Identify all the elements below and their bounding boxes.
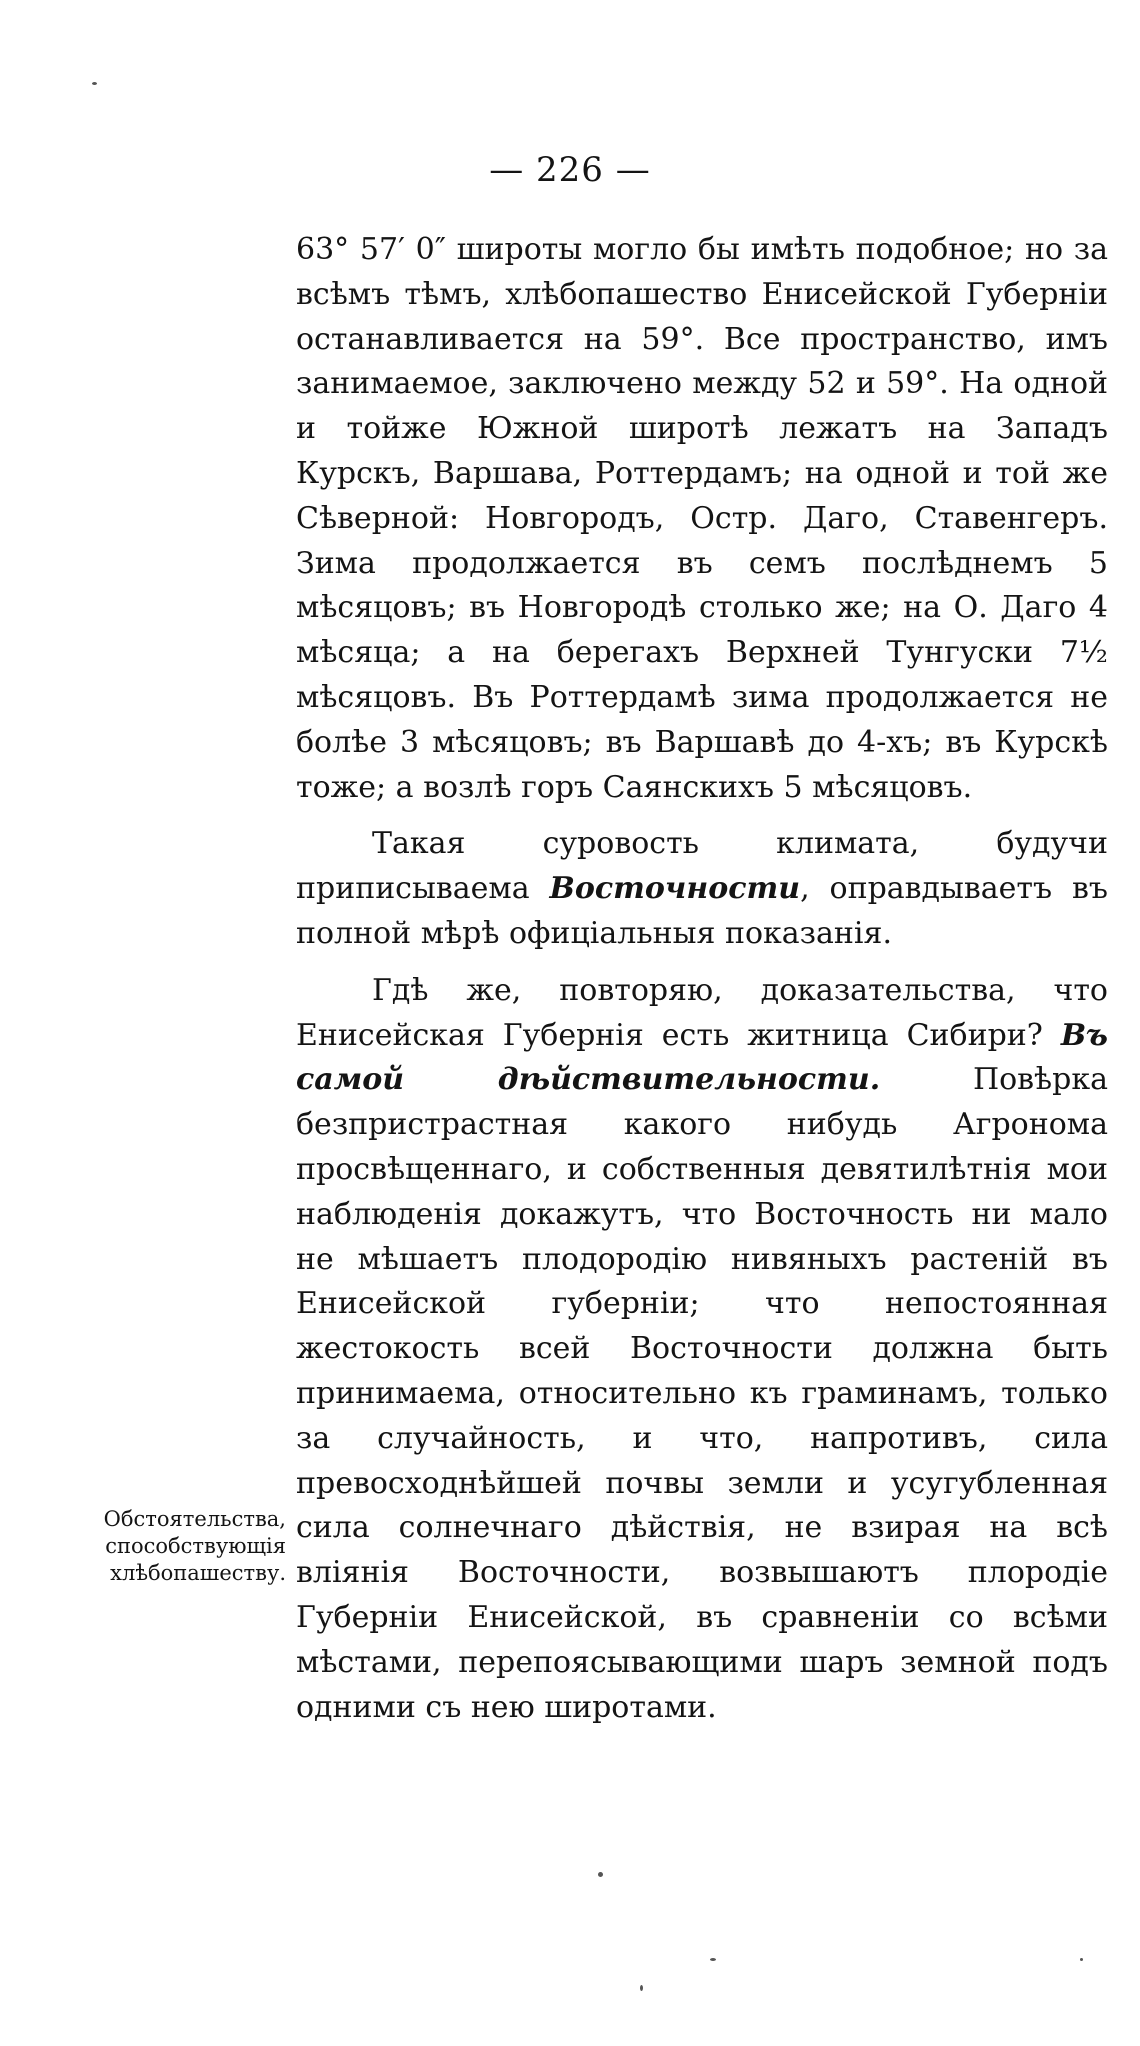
emphasis-reality: Въ самой дѣйствительности. xyxy=(296,1017,1108,1098)
paragraph-text: Гдѣ же, повторяю, доказательства, что Енисейская Губернія есть житница Сибири? xyxy=(296,972,1108,1053)
scan-speck xyxy=(640,1985,643,1991)
paragraph-granary-proof xyxy=(296,969,1108,1731)
paragraph-text: 63° 57′ 0″ широты могло бы имѣть подобное; но за всѣмъ тѣмъ, хлѣбопашество Енисейской Губерніи останавливается на 59°. Все пространство, имъ занимаемое, заключено между 52 и 59°. На одной и тойже Южной широтѣ лежатъ на Западъ Курскъ, Варшава, Роттердамъ; на одной и той же Сѣверной: Новгородъ, Остр. Даго, Ставенгеръ. Зима продолжается въ семъ послѣднемъ 5 мѣсяцовъ; въ Новгородѣ столько же; на О. Даго 4 мѣсяца; а на берегахъ Верхней Тунгуски 7½ мѣсяцовъ. Въ Роттердамѣ зима продолжается не болѣе 3 мѣсяцовъ; въ Варшавѣ до 4-хъ; въ Курскѣ тоже; а возлѣ горъ Саянскихъ 5 мѣсяцовъ. xyxy=(296,232,1108,805)
paragraph-latitude-climate xyxy=(296,228,1108,810)
margin-note: Обстоятельства, способствующія хлѣбопашеству. xyxy=(103,1507,286,1585)
scan-speck xyxy=(1080,1958,1083,1961)
paragraph-text: Повѣрка безпристрастная какого нибудь Агронома просвѣщеннаго, и собственныя девятилѣтнія мои наблюденія докажутъ, что Восточность ни мало не мѣшаетъ плодородію нивяныхъ растеній въ Енисейской губерніи; что непостоянная жестокость всей Восточности должна быть принимаема, относительно къ граминамъ, только за случайность, и что, напротивъ, сила превосходнѣйшей почвы земли и усугубленная сила солнечнаго дѣйствія, не взирая на всѣ вліянія Восточности, возвышаютъ плородіе Губерніи Енисейской, въ сравненіи со всѣми мѣстами, перепоясывающими шаръ земной подъ одними съ нею широтами. xyxy=(296,1062,1108,1725)
scan-speck xyxy=(92,82,97,85)
emphasis-vostochnost: Восточности xyxy=(549,871,801,907)
text-column xyxy=(296,228,1108,1730)
scan-speck xyxy=(710,1958,716,1961)
paragraph-climate-severity xyxy=(296,822,1108,956)
paragraph-text: , оправдываетъ въ полной мѣрѣ офиціальныя показанія. xyxy=(296,871,1109,951)
scan-speck xyxy=(598,1872,603,1877)
paragraph-text: Такая суровость климата, будучи приписываема xyxy=(296,826,1108,907)
page-number: — 226 — xyxy=(489,150,651,190)
